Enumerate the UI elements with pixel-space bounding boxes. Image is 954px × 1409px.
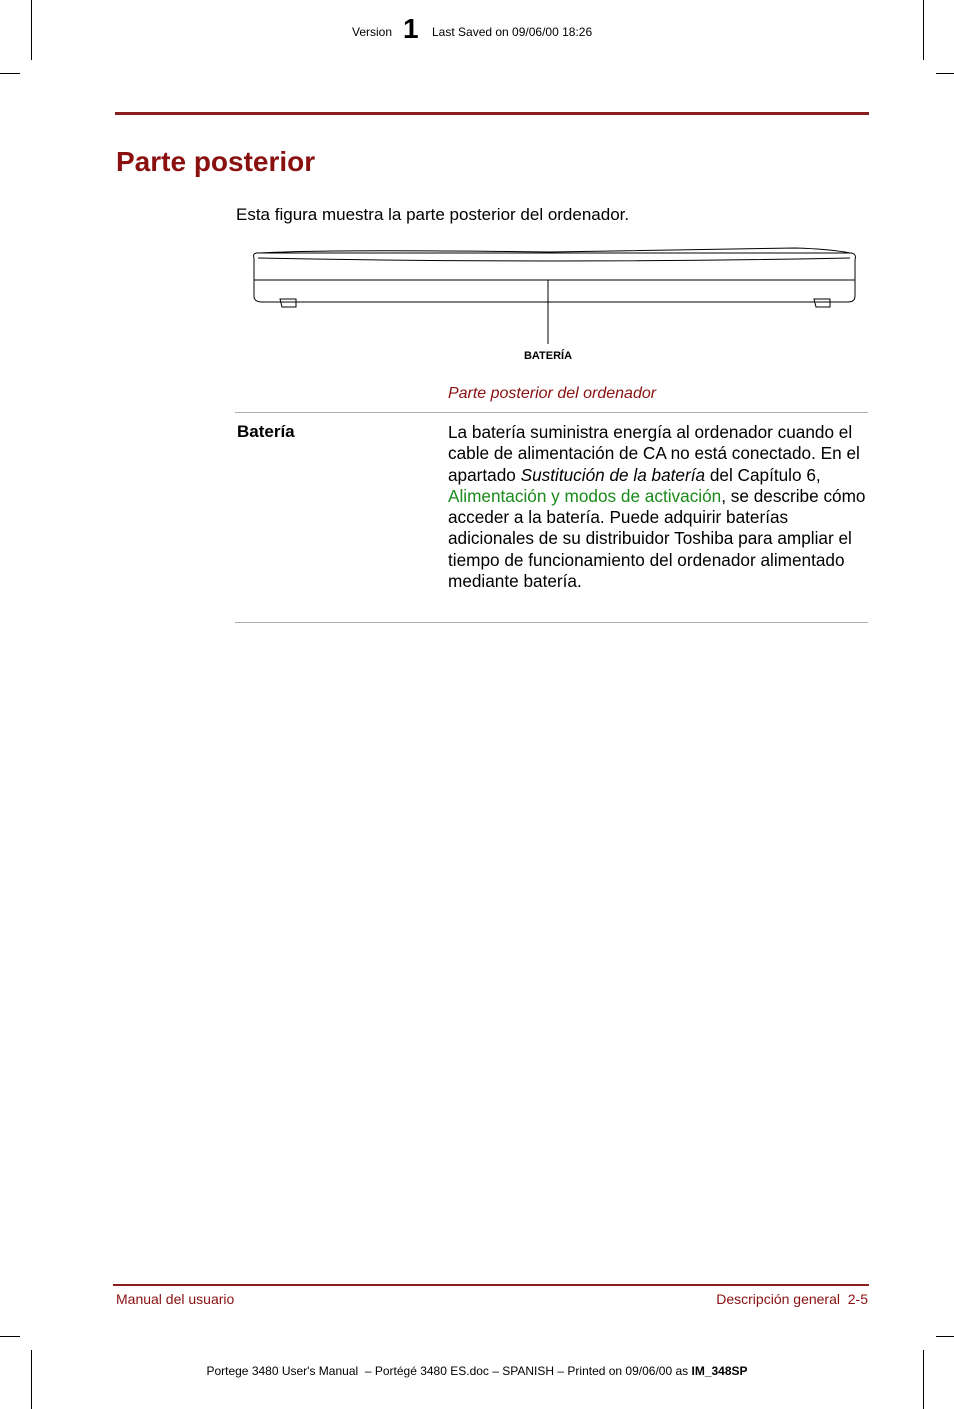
table-description-battery <box>448 422 866 592</box>
version-label: Version <box>352 25 393 39</box>
footer-rule <box>113 1284 869 1286</box>
laptop-foot-left <box>280 299 296 307</box>
laptop-foot-right <box>814 299 830 307</box>
desc-text: del Capítulo 6, <box>705 464 821 485</box>
footer-manual-title: Manual del usuario <box>116 1291 235 1307</box>
print-info-code: IM_348SP <box>691 1364 748 1378</box>
laptop-body-outline <box>254 253 856 302</box>
crop-mark <box>923 1350 924 1409</box>
crop-mark <box>936 1336 954 1337</box>
figure-caption: Parte posterior del ordenador <box>447 385 657 402</box>
crop-mark <box>0 73 20 74</box>
laptop-bevel <box>258 258 850 261</box>
power-modes-link[interactable]: Alimentación y modos de activación <box>448 485 722 506</box>
crop-mark <box>0 1336 20 1337</box>
page-title: Parte posterior <box>116 146 316 177</box>
desc-text: , se describe cómo acceder a la batería. Puede adquirir baterías adicionales de su distribuidor Toshiba para ampliar el tiempo de funcionamiento del ordenador alimentado mediante batería. <box>448 485 866 592</box>
intro-text: Esta figura muestra la parte posterior del ordenador. <box>236 205 630 224</box>
crop-mark <box>936 73 954 74</box>
table-top-rule <box>235 412 868 413</box>
crop-mark <box>31 1350 32 1409</box>
print-info <box>0 1364 954 1378</box>
print-info-text: Portege 3480 User's Manual – Portégé 3480 ES.doc – SPANISH – Printed on 09/06/00 as <box>206 1364 692 1378</box>
battery-figure-label: BATERÍA <box>523 350 573 362</box>
last-saved-text: Last Saved on 09/06/00 18:26 <box>432 25 593 39</box>
laptop-rear-illustration <box>250 244 860 344</box>
top-rule <box>115 112 869 115</box>
document-header <box>0 13 954 46</box>
table-bottom-rule <box>235 622 868 623</box>
laptop-top-edge <box>260 248 850 253</box>
desc-text: La batería suministra energía al ordenador cuando el cable de alimentación de CA no está conectado. En el apartado <box>448 422 860 485</box>
table-term-battery: Batería <box>237 422 295 441</box>
footer-page-ref: Descripción general 2-5 <box>716 1291 868 1307</box>
desc-italic-reference: Sustitución de la batería <box>520 464 706 485</box>
version-number: 1 <box>403 13 419 44</box>
